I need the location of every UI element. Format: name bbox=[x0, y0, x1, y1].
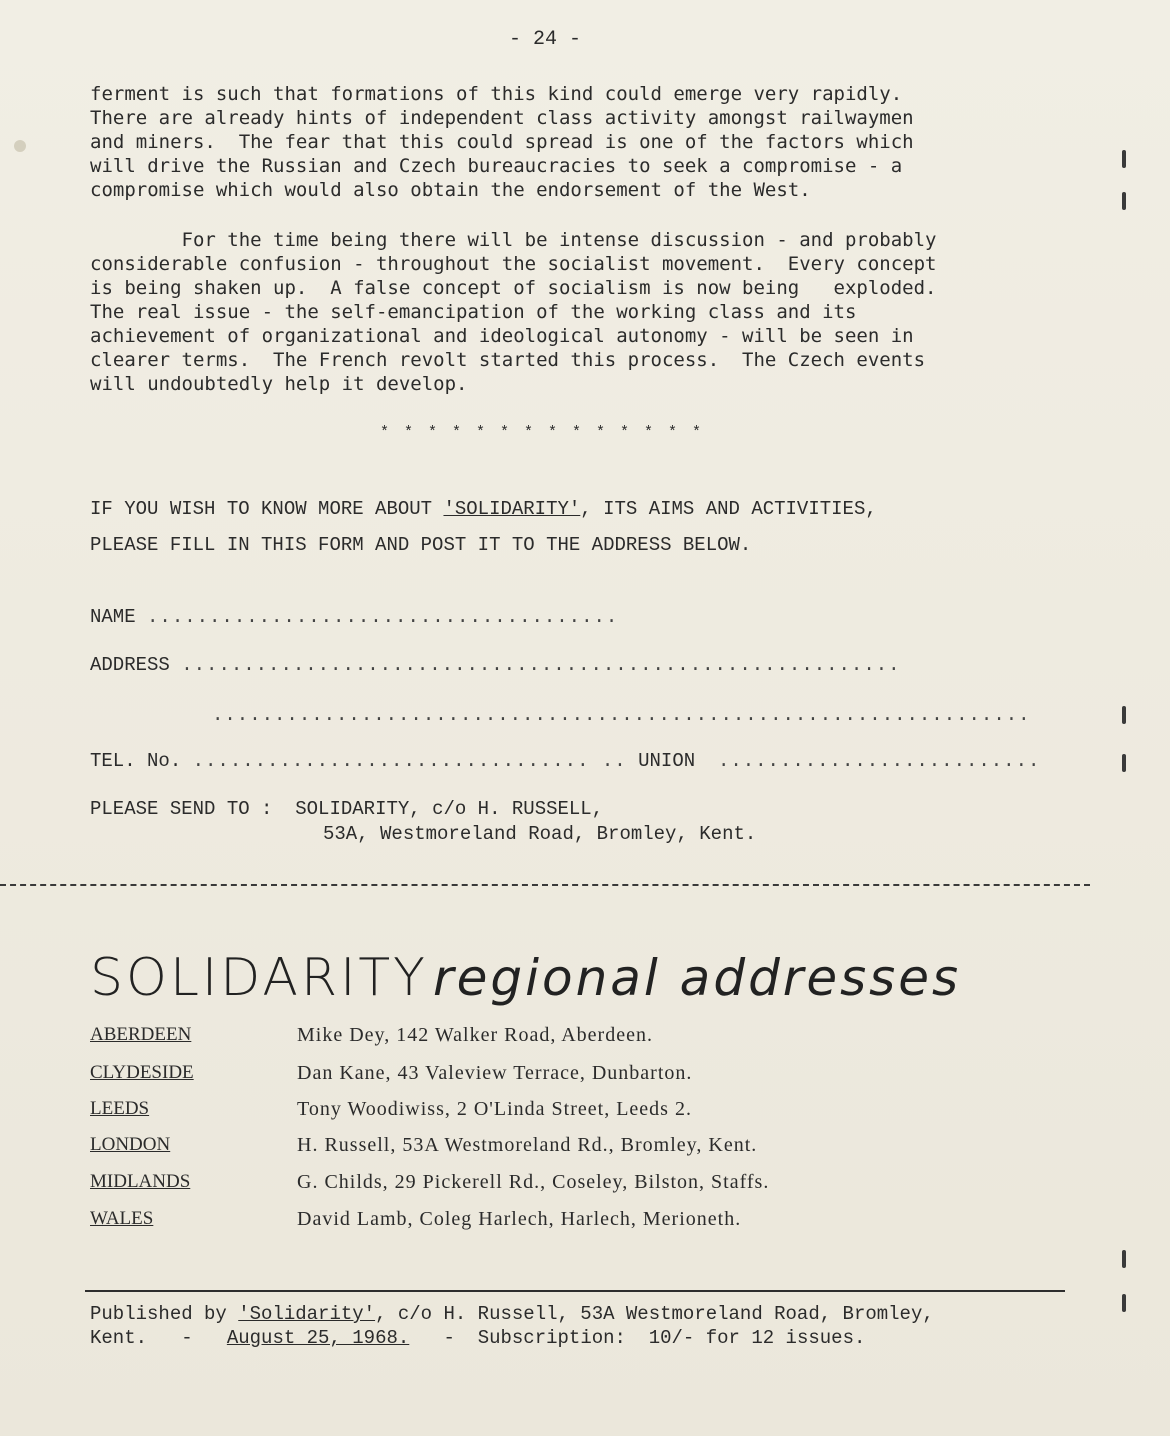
form-address-row bbox=[90, 654, 901, 676]
address-label: ADDRESS bbox=[90, 654, 170, 676]
region-name: ABERDEEN bbox=[90, 1024, 192, 1045]
region-name: WALES bbox=[90, 1208, 154, 1229]
separator-stars: * * * * * * * * * * * * * * bbox=[380, 424, 705, 441]
send-to-line-2: 53A, Westmoreland Road, Bromley, Kent. bbox=[323, 823, 757, 845]
tel-label: TEL. No. bbox=[90, 750, 182, 772]
footer-address: , c/o H. Russell, 53A Westmoreland Road, Bromley, bbox=[375, 1303, 934, 1325]
footer-rule bbox=[85, 1290, 1065, 1292]
region-row-midlands bbox=[90, 1171, 1090, 1201]
footer-published-by: Published by bbox=[90, 1303, 239, 1325]
region-name: LEEDS bbox=[90, 1098, 150, 1119]
region-row-wales bbox=[90, 1208, 1090, 1238]
regional-heading bbox=[90, 948, 961, 1008]
send-to-row bbox=[90, 798, 603, 820]
staple-hole bbox=[14, 140, 26, 152]
footer-date: August 25, 1968. bbox=[226, 1327, 410, 1349]
margin-mark bbox=[1122, 1250, 1126, 1268]
union-field[interactable]: .......................... bbox=[717, 750, 1041, 772]
region-row-leeds bbox=[90, 1098, 1090, 1128]
heading-solidarity: SOLIDARITY bbox=[90, 948, 428, 1008]
form-intro-line-1 bbox=[90, 498, 877, 520]
region-name: CLYDESIDE bbox=[90, 1062, 194, 1083]
heading-regional-addresses: regional addresses bbox=[433, 949, 962, 1007]
form-intro-text: IF YOU WISH TO KNOW MORE ABOUT bbox=[90, 498, 444, 520]
region-address: Mike Dey, 142 Walker Road, Aberdeen. bbox=[297, 1024, 653, 1046]
footer-subscription: Subscription: 10/- for 12 issues. bbox=[477, 1327, 866, 1349]
form-intro-solidarity: 'SOLIDARITY' bbox=[443, 498, 581, 520]
paragraph-ferment: ferment is such that formations of this kind could emerge very rapidly. There are already hints of independent class activity amongst railwaymen and miners. The fear that this could spread is one of the factors which will drive the Russian and Czech bureaucracies to seek a compromise - a compromise which would also obtain the endorsement of the West. bbox=[90, 83, 914, 201]
region-row-clydeside bbox=[90, 1062, 1090, 1092]
region-address: Tony Woodiwiss, 2 O'Linda Street, Leeds 2. bbox=[297, 1098, 692, 1120]
margin-mark bbox=[1122, 1294, 1126, 1312]
region-row-aberdeen bbox=[90, 1024, 1090, 1054]
address-field-2[interactable]: .................................................................. bbox=[212, 704, 1031, 726]
region-name: MIDLANDS bbox=[90, 1171, 191, 1192]
form-intro-line-2: PLEASE FILL IN THIS FORM AND POST IT TO THE ADDRESS BELOW. bbox=[90, 534, 752, 556]
footer-imprint: Published by 'Solidarity', c/o H. Russell, 53A Westmoreland Road, Bromley, Kent. - August 25, 1968. - Subscription: 10/- for 12 issues. bbox=[90, 1303, 934, 1349]
address-field-line-2[interactable] bbox=[212, 704, 1031, 726]
region-address: David Lamb, Coleg Harlech, Harlech, Merioneth. bbox=[297, 1208, 742, 1230]
cut-line-dashed bbox=[0, 884, 1090, 886]
page-number: - 24 - bbox=[508, 28, 581, 51]
form-name-row bbox=[90, 606, 618, 628]
address-field[interactable]: .......................................................... bbox=[181, 654, 901, 676]
region-name: LONDON bbox=[90, 1134, 171, 1155]
tel-field[interactable]: ................................ .. bbox=[192, 750, 627, 772]
footer-place: Kent. bbox=[90, 1327, 148, 1349]
form-tel-row bbox=[90, 750, 1040, 772]
footer-solidarity: 'Solidarity' bbox=[238, 1303, 376, 1325]
margin-mark bbox=[1122, 706, 1126, 724]
send-to-line-1: SOLIDARITY, c/o H. RUSSELL, bbox=[295, 798, 604, 820]
union-label: UNION bbox=[638, 750, 696, 772]
region-address: Dan Kane, 43 Valeview Terrace, Dunbarton. bbox=[297, 1062, 693, 1084]
margin-mark bbox=[1122, 754, 1126, 772]
margin-mark bbox=[1122, 150, 1126, 168]
paragraph-discussion: For the time being there will be intense discussion - and probably considerable confusion - throughout the socialist movement. Every concept is being shaken up. A false concept of socialism is now being exploded. The real issue - the self-emancipation of the working class and its achievement of organizational and ideological autonomy - will be seen in clearer terms. The French revolt started this process. The Czech events will undoubtedly help it develop. bbox=[90, 229, 937, 395]
name-field[interactable]: ...................................... bbox=[147, 606, 619, 628]
region-address: H. Russell, 53A Westmoreland Rd., Bromley, Kent. bbox=[297, 1134, 758, 1156]
send-to-label: PLEASE SEND TO : bbox=[90, 798, 273, 820]
region-address: G. Childs, 29 Pickerell Rd., Coseley, Bilston, Staffs. bbox=[297, 1171, 770, 1193]
margin-mark bbox=[1122, 192, 1126, 210]
form-intro-aims: , ITS AIMS AND ACTIVITIES, bbox=[580, 498, 877, 520]
region-row-london bbox=[90, 1134, 1090, 1164]
name-label: NAME bbox=[90, 606, 136, 628]
